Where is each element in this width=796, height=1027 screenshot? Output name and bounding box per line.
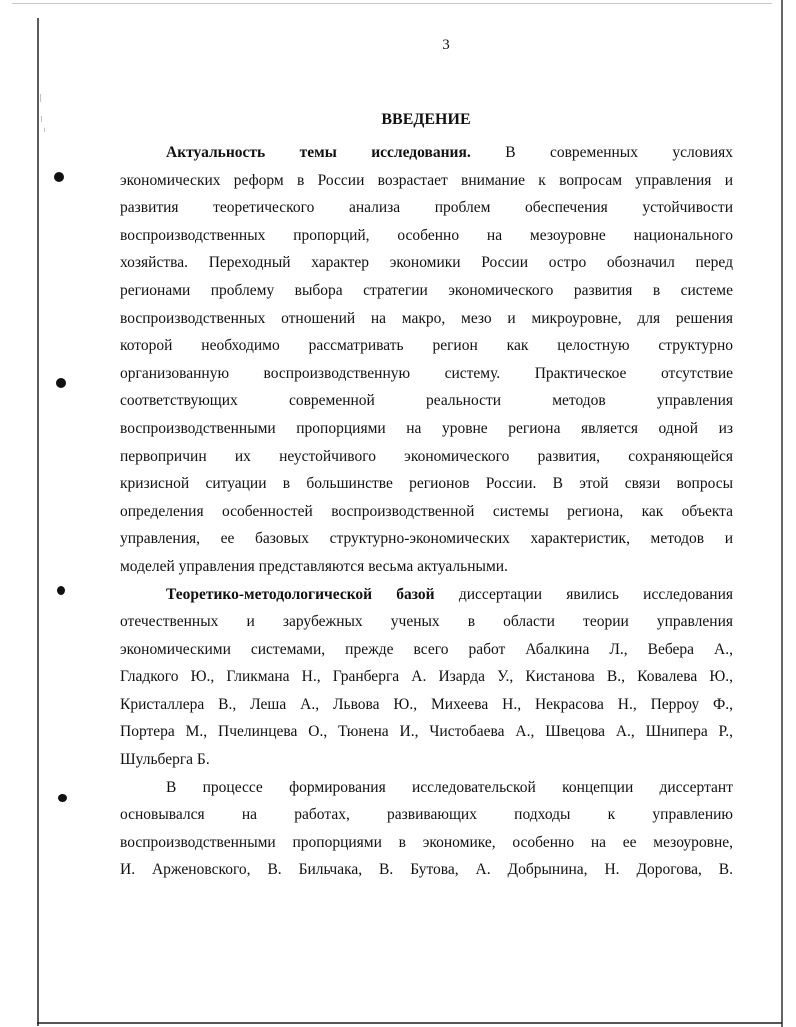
paragraph-3-line-4: И. Арженовского, В. Бильчака, В. Бутова, А. Добрынина, Н. Дорогова, В. — [120, 861, 733, 879]
paragraph-2-line-7: Шульберга Б. — [120, 751, 210, 769]
paragraph-1-line-14: определения особенностей воспроизводственной системы региона, как объекта — [120, 502, 733, 520]
paragraph-2-line-5: Кристаллера В., Леша А., Львова Ю., Михеева Н., Некрасова Н., Перроу Ф., — [120, 695, 733, 713]
scan-top-rule — [12, 3, 772, 4]
paragraph-3-line-3: воспроизводственными пропорциями в экономике, особенно на ее мезоуровне, — [120, 833, 733, 851]
paragraph-1-line-12: первопричин их неустойчивого экономического развития, сохраняющейся — [120, 447, 733, 465]
paragraph-1-line-10: соответствующих современной реальности методов управления — [120, 392, 733, 410]
paragraph-1-line-2: экономических реформ в России возрастает внимание к вопросам управления и — [120, 171, 733, 189]
hole-punch-mark-1 — [54, 172, 64, 182]
paragraph-2-lead: Теоретико-методологической базой — [166, 585, 435, 603]
paragraph-2-line-2: отечественных и зарубежных ученых в области теории управления — [120, 613, 733, 631]
scan-left-rule — [37, 18, 39, 1026]
hole-punch-mark-2 — [56, 378, 66, 388]
paragraph-2-line-6: Портера М., Пчелинцева О., Тюнена И., Чистобаева А., Швецова А., Шнипера Р., — [120, 723, 733, 741]
paragraph-1-line-1 — [120, 139, 733, 167]
page-number: 3 — [442, 37, 450, 53]
paragraph-3-line-1: В процессе формирования исследовательской концепции диссертант — [166, 778, 733, 796]
paragraph-1-line-11: воспроизводственными пропорциями на уровне региона является одной из — [120, 419, 733, 437]
paragraph-2-line-1 — [120, 581, 733, 609]
document-body — [120, 139, 733, 884]
paragraph-1-line-16: моделей управления представляются весьма актуальными. — [120, 557, 508, 575]
paragraph-2-line-4: Гладкого Ю., Гликмана Н., Гранберга А. Изарда У., Кистанова В., Ковалева Ю., — [120, 668, 733, 686]
hole-punch-mark-3 — [57, 586, 65, 595]
scan-right-rule — [781, 0, 783, 1027]
paragraph-1-line-7: воспроизводственных отношений на макро, мезо и микроуровне, для решения — [120, 309, 733, 327]
paragraph-1-line-5: хозяйства. Переходный характер экономики России остро обозначил перед — [120, 254, 733, 272]
paragraph-1-line-4: воспроизводственных пропорций, особенно на мезоуровне национального — [120, 226, 733, 244]
paragraph-1-line-6: регионами проблему выбора стратегии экономического развития в системе — [120, 281, 733, 299]
hole-punch-mark-4 — [58, 794, 67, 802]
paragraph-2-line-1-text: диссертации явились исследования — [458, 585, 733, 603]
paragraph-2-line-3: экономическими системами, прежде всего работ Абалкина Л., Вебера А., — [120, 640, 733, 658]
paragraph-1-line-15: управления, ее базовых структурно-экономических характеристик, методов и — [120, 530, 733, 548]
paragraph-1-line-8: которой необходимо рассматривать регион как целостную структурно — [120, 337, 733, 355]
section-heading: ВВЕДЕНИЕ — [381, 111, 471, 128]
paragraph-3-line-2: основывался на работах, развивающих подходы к управлению — [120, 806, 733, 824]
paragraph-1-lead: Актуальность темы исследования. — [166, 144, 471, 161]
scan-mark — [40, 94, 41, 102]
scan-bottom-rule — [37, 1022, 782, 1024]
paragraph-1-line-1-text: В современных условиях — [505, 144, 734, 161]
paragraph-1-line-3: развития теоретического анализа проблем обеспечения устойчивости — [120, 199, 733, 217]
paragraph-1-line-13: кризисной ситуации в большинстве регионов России. В этой связи вопросы — [120, 475, 733, 493]
paragraph-1-line-9: организованную воспроизводственную систему. Практическое отсутствие — [120, 364, 733, 382]
